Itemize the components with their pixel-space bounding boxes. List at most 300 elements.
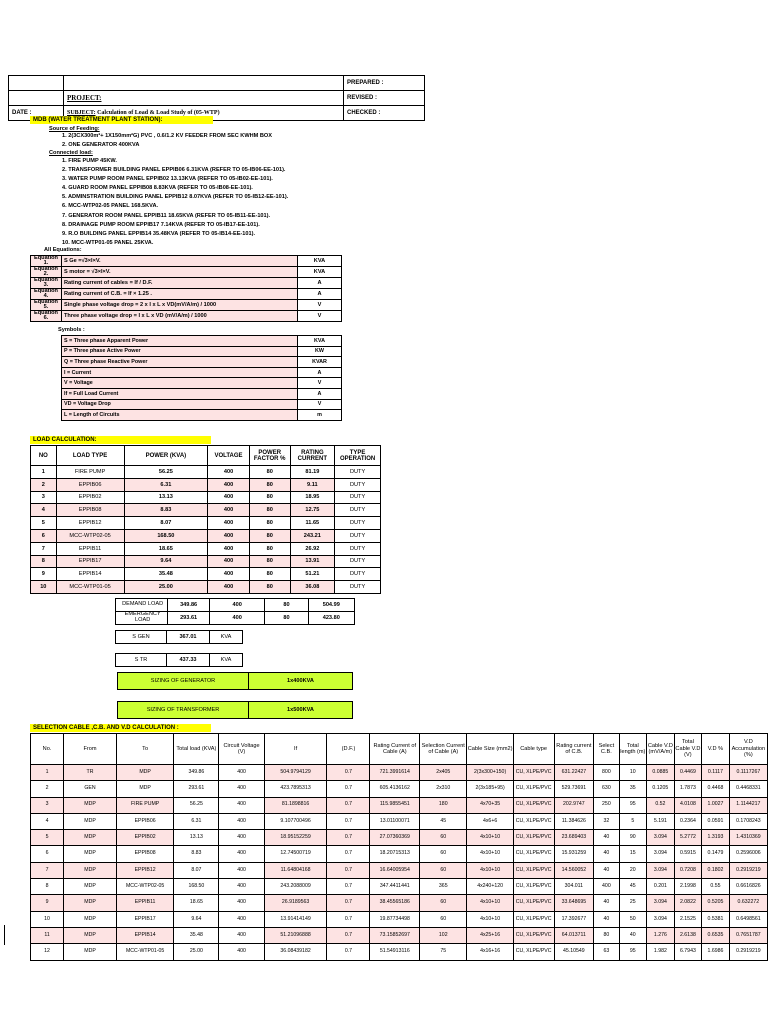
header-blank-3 bbox=[9, 91, 64, 106]
selection-cell: 0.7651787 bbox=[729, 927, 767, 943]
selection-cell: 27.07360369 bbox=[370, 830, 420, 846]
selection-row bbox=[31, 911, 768, 927]
selection-cell: MDP bbox=[64, 830, 117, 846]
load-cell: 81.19 bbox=[290, 466, 335, 479]
selection-cell: 51.54913116 bbox=[370, 944, 420, 960]
selection-cell: 3.094 bbox=[647, 862, 675, 878]
selection-header-cell: Total Cable V.D (V) bbox=[674, 734, 702, 765]
load-cell: 51.21 bbox=[290, 568, 335, 581]
selection-header-cell: Selection Current of Cable (A) bbox=[420, 734, 467, 765]
equation-label: Equation 3. bbox=[31, 278, 62, 289]
selection-cell: 4.0108 bbox=[674, 797, 702, 813]
selection-cell: 3.094 bbox=[647, 911, 675, 927]
selection-cell: 9.107700496 bbox=[264, 813, 327, 829]
selection-cell: 0.201 bbox=[647, 879, 675, 895]
load-cell: 243.21 bbox=[290, 529, 335, 542]
selection-table bbox=[30, 733, 768, 961]
selection-cell: 0.1708243 bbox=[729, 813, 767, 829]
selection-cell: 202.9747 bbox=[554, 797, 594, 813]
load-row bbox=[31, 555, 381, 568]
selection-cell: 400 bbox=[219, 846, 264, 862]
selection-cell: 0.7 bbox=[327, 895, 370, 911]
selection-cell: MDP bbox=[64, 862, 117, 878]
selection-cell: 243.2088009 bbox=[264, 879, 327, 895]
load-row bbox=[31, 581, 381, 594]
load-cell: 13.13 bbox=[124, 491, 208, 504]
load-header-cell: RATING CURRENT bbox=[290, 446, 335, 466]
selection-cell: 0.7 bbox=[327, 830, 370, 846]
sizing-generator-label: SIZING OF GENERATOR bbox=[118, 673, 249, 690]
revised-label: REVISED : bbox=[344, 91, 425, 106]
selection-cell: 2x405 bbox=[420, 765, 467, 781]
selection-cell: 50 bbox=[619, 911, 647, 927]
demand-cell: 80 bbox=[265, 599, 308, 612]
selection-cell: 180 bbox=[420, 797, 467, 813]
load-cell: 400 bbox=[208, 466, 250, 479]
selection-cell: 3.094 bbox=[647, 830, 675, 846]
equation-unit: KVA bbox=[298, 256, 342, 267]
load-cell: 12.75 bbox=[290, 504, 335, 517]
selection-cell: 2(3x300+150) bbox=[467, 765, 513, 781]
load-header-row bbox=[31, 446, 381, 466]
selection-cell: CU, XLPE/PVC bbox=[513, 797, 554, 813]
load-cell: 13.91 bbox=[290, 555, 335, 568]
selection-cell: 15.931259 bbox=[554, 846, 594, 862]
selection-cell: MDP bbox=[64, 797, 117, 813]
selection-cell: 38.45565186 bbox=[370, 895, 420, 911]
header-table bbox=[8, 75, 425, 121]
selection-cell: 5 bbox=[31, 830, 64, 846]
load-cell: DUTY bbox=[335, 581, 381, 594]
selection-cell: TR bbox=[64, 765, 117, 781]
selection-header-cell: V.D % bbox=[702, 734, 730, 765]
selection-cell: 0.0591 bbox=[702, 813, 730, 829]
selection-title: SELECTION CABLE ,C.B. AND V.D CALCULATION : bbox=[30, 724, 211, 732]
selection-cell: 40 bbox=[594, 895, 619, 911]
load-cell: 56.25 bbox=[124, 466, 208, 479]
selection-cell: 400 bbox=[219, 765, 264, 781]
load-cell: 80 bbox=[249, 491, 290, 504]
selection-cell: 0.6616826 bbox=[729, 879, 767, 895]
selection-cell: EPPIB17 bbox=[116, 911, 173, 927]
connected-item: 5. ADMINSTRATION BUILDING PANEL EPPIB12 8.07KVA (REFER TO 05-IB12-EE-101). bbox=[62, 194, 289, 201]
equation-unit: A bbox=[298, 278, 342, 289]
selection-cell: 293.61 bbox=[174, 781, 219, 797]
load-cell: 9 bbox=[31, 568, 57, 581]
symbol-unit: V bbox=[298, 378, 342, 389]
selection-header-cell: No. bbox=[31, 734, 64, 765]
selection-cell: 8.83 bbox=[174, 846, 219, 862]
equation-unit: V bbox=[298, 300, 342, 311]
selection-cell: 60 bbox=[420, 846, 467, 862]
selection-cell: MDP bbox=[64, 813, 117, 829]
equation-formula: Single phase voltage drop = 2 x I x L x VD(mV/A/m) / 1000 bbox=[62, 300, 298, 311]
selection-row bbox=[31, 846, 768, 862]
selection-cell: 529.73691 bbox=[554, 781, 594, 797]
selection-cell: 45 bbox=[619, 879, 647, 895]
load-cell: EPPIB14 bbox=[56, 568, 124, 581]
selection-cell: 23.689403 bbox=[554, 830, 594, 846]
equation-formula: S Ge =√3×I×V. bbox=[62, 256, 298, 267]
selection-row bbox=[31, 781, 768, 797]
selection-cell: 168.50 bbox=[174, 879, 219, 895]
checked-label: CHECKED : bbox=[344, 106, 425, 121]
load-row bbox=[31, 504, 381, 517]
load-cell: 8.07 bbox=[124, 517, 208, 530]
selection-cell: 95 bbox=[619, 944, 647, 960]
load-cell: DUTY bbox=[335, 504, 381, 517]
selection-cell: CU, XLPE/PVC bbox=[513, 862, 554, 878]
load-cell: 80 bbox=[249, 504, 290, 517]
selection-header-cell: From bbox=[64, 734, 117, 765]
selection-row bbox=[31, 895, 768, 911]
selection-cell: 2.6138 bbox=[674, 927, 702, 943]
load-cell: 10 bbox=[31, 581, 57, 594]
load-cell: FIRE PUMP bbox=[56, 466, 124, 479]
selection-cell: 63 bbox=[594, 944, 619, 960]
selection-cell: 423.7895313 bbox=[264, 781, 327, 797]
load-cell: 400 bbox=[208, 491, 250, 504]
load-cell: DUTY bbox=[335, 478, 381, 491]
selection-cell: 2x310 bbox=[420, 781, 467, 797]
selection-cell: CU, XLPE/PVC bbox=[513, 944, 554, 960]
selection-cell: MCC-WTP02-05 bbox=[116, 879, 173, 895]
selection-cell: 1 bbox=[31, 765, 64, 781]
symbol-unit: A bbox=[298, 388, 342, 399]
selection-cell: 8.07 bbox=[174, 862, 219, 878]
symbol-unit: KVAR bbox=[298, 357, 342, 368]
selection-cell: 631.22427 bbox=[554, 765, 594, 781]
selection-cell: 40 bbox=[594, 911, 619, 927]
selection-cell: 4x16+16 bbox=[467, 944, 513, 960]
load-cell: 8 bbox=[31, 555, 57, 568]
equation-formula: Rating current of C.B. = If × 1.25 . bbox=[62, 289, 298, 300]
selection-cell: 15 bbox=[619, 846, 647, 862]
selection-cell: CU, XLPE/PVC bbox=[513, 927, 554, 943]
demand-cell: 349.86 bbox=[168, 599, 210, 612]
selection-cell: 64.013711 bbox=[554, 927, 594, 943]
load-cell: 80 bbox=[249, 478, 290, 491]
load-cell: DUTY bbox=[335, 491, 381, 504]
selection-cell: 3.094 bbox=[647, 846, 675, 862]
selection-cell: MDP bbox=[116, 781, 173, 797]
selection-header-cell: Total load (KVA) bbox=[174, 734, 219, 765]
selection-cell: 18.65 bbox=[174, 895, 219, 911]
selection-cell: 102 bbox=[420, 927, 467, 943]
selection-cell: FIRE PUMP bbox=[116, 797, 173, 813]
selection-cell: 630 bbox=[594, 781, 619, 797]
selection-cell: 80 bbox=[594, 927, 619, 943]
symbol-text: V = Voltage bbox=[62, 378, 298, 389]
selection-cell: 2.1525 bbox=[674, 911, 702, 927]
selection-cell: 26.9189563 bbox=[264, 895, 327, 911]
selection-cell: 4x10+10 bbox=[467, 830, 513, 846]
selection-cell: 400 bbox=[219, 781, 264, 797]
selection-cell: 60 bbox=[420, 830, 467, 846]
subject-label: SUBJECT: bbox=[67, 110, 96, 116]
connected-item: 7. GENERATOR ROOM PANEL EPPIB11 18.65KVA (REFER TO 05-IB11-EE-101). bbox=[62, 212, 271, 219]
load-cell: 6 bbox=[31, 529, 57, 542]
load-cell: 400 bbox=[208, 581, 250, 594]
equation-formula: S motor = √3×I×V. bbox=[62, 267, 298, 278]
load-cell: DUTY bbox=[335, 529, 381, 542]
selection-cell: 81.1898816 bbox=[264, 797, 327, 813]
selection-cell: 0.7208 bbox=[674, 862, 702, 878]
selection-row bbox=[31, 862, 768, 878]
selection-cell: EPPIB06 bbox=[116, 813, 173, 829]
selection-cell: 0.4469 bbox=[674, 765, 702, 781]
selection-cell: 35 bbox=[619, 781, 647, 797]
equations-table bbox=[30, 255, 342, 322]
selection-cell: 4x10+10 bbox=[467, 911, 513, 927]
selection-header-cell: Rating Current of Cable (A) bbox=[370, 734, 420, 765]
selection-cell: EPPIB02 bbox=[116, 830, 173, 846]
selection-header-cell: Cable Size (mm2) bbox=[467, 734, 513, 765]
selection-cell: 0.1479 bbox=[702, 846, 730, 862]
selection-cell: 3 bbox=[31, 797, 64, 813]
sizing-generator-value: 1x400KVA bbox=[249, 673, 353, 690]
selection-header-cell: Cable V.D (mV/A/m) bbox=[647, 734, 675, 765]
selection-cell: 400 bbox=[219, 895, 264, 911]
selection-cell: 250 bbox=[594, 797, 619, 813]
selection-cell: 45.10549 bbox=[554, 944, 594, 960]
symbols-table bbox=[61, 335, 342, 421]
equation-row bbox=[31, 311, 342, 322]
load-cell: 400 bbox=[208, 529, 250, 542]
selection-cell: MCC-WTP01-05 bbox=[116, 944, 173, 960]
selection-cell: 14.560052 bbox=[554, 862, 594, 878]
selection-cell: 721.3991614 bbox=[370, 765, 420, 781]
sizing-transformer-label: SIZING OF TRANSFORMER bbox=[118, 702, 249, 719]
selection-cell: 73.15852697 bbox=[370, 927, 420, 943]
selection-header-cell: V.D Accumulation (%) bbox=[729, 734, 767, 765]
selection-cell: 0.0885 bbox=[647, 765, 675, 781]
selection-cell: EPPIB08 bbox=[116, 846, 173, 862]
selection-cell: 349.86 bbox=[174, 765, 219, 781]
selection-cell: 1.1144217 bbox=[729, 797, 767, 813]
selection-cell: CU, XLPE/PVC bbox=[513, 879, 554, 895]
selection-cell: 0.7 bbox=[327, 797, 370, 813]
equation-row bbox=[31, 278, 342, 289]
sizing-transformer-table bbox=[117, 701, 353, 719]
selection-header-cell: To bbox=[116, 734, 173, 765]
load-cell: 2 bbox=[31, 478, 57, 491]
selection-cell: 13.91414149 bbox=[264, 911, 327, 927]
symbol-row bbox=[62, 367, 342, 378]
selection-cell: 6 bbox=[31, 846, 64, 862]
symbol-unit: m bbox=[298, 410, 342, 421]
connected-item: 10. MCC-WTP01-05 PANEL 25KVA. bbox=[62, 239, 154, 246]
selection-cell: 400 bbox=[219, 830, 264, 846]
load-cell: 18.65 bbox=[124, 542, 208, 555]
equation-label: Equation 1. bbox=[31, 256, 62, 267]
equation-label: Equation 5. bbox=[31, 300, 62, 311]
load-cell: EPPIB11 bbox=[56, 542, 124, 555]
selection-cell: CU, XLPE/PVC bbox=[513, 846, 554, 862]
symbols-title: Symbols : bbox=[58, 327, 85, 333]
load-header-cell: TYPE OPERATION bbox=[335, 446, 381, 466]
selection-cell: 1.4310369 bbox=[729, 830, 767, 846]
load-cell: 4 bbox=[31, 504, 57, 517]
selection-cell: 0.7 bbox=[327, 846, 370, 862]
symbol-row bbox=[62, 399, 342, 410]
selection-cell: 4x10+10 bbox=[467, 862, 513, 878]
load-cell: 400 bbox=[208, 555, 250, 568]
selection-cell: 7 bbox=[31, 862, 64, 878]
source-list bbox=[62, 132, 272, 150]
s-tr-unit: KVA bbox=[210, 654, 243, 667]
selection-cell: 4x70+35 bbox=[467, 797, 513, 813]
selection-cell: 605.4136162 bbox=[370, 781, 420, 797]
selection-cell: CU, XLPE/PVC bbox=[513, 765, 554, 781]
load-cell: MCC-WTP02-05 bbox=[56, 529, 124, 542]
selection-cell: CU, XLPE/PVC bbox=[513, 830, 554, 846]
selection-cell: 0.5915 bbox=[674, 846, 702, 862]
load-cell: EPPIB12 bbox=[56, 517, 124, 530]
load-cell: 80 bbox=[249, 555, 290, 568]
symbol-text: I = Current bbox=[62, 367, 298, 378]
selection-cell: 0.2364 bbox=[674, 813, 702, 829]
selection-cell: 12 bbox=[31, 944, 64, 960]
selection-cell: CU, XLPE/PVC bbox=[513, 813, 554, 829]
connected-item: 8. DRAINAGE PUMP ROOM EPPIB17 7.14KVA (REFER TO 05-IB17-EE-101). bbox=[62, 221, 260, 228]
symbol-row bbox=[62, 357, 342, 368]
selection-cell: 11.64804168 bbox=[264, 862, 327, 878]
connected-item: 9. R.O BUILDING PANEL EPPIB14 35.48KVA (REFER TO 05-IB14-EE-101). bbox=[62, 230, 256, 237]
selection-cell: 40 bbox=[594, 846, 619, 862]
selection-cell: 17.392677 bbox=[554, 911, 594, 927]
load-cell: 9.11 bbox=[290, 478, 335, 491]
demand-row bbox=[116, 612, 355, 625]
symbol-row bbox=[62, 388, 342, 399]
load-cell: EPPIB06 bbox=[56, 478, 124, 491]
symbol-text: S = Three phase Apparent Power bbox=[62, 336, 298, 347]
equation-row bbox=[31, 300, 342, 311]
selection-header-cell: Rating current of C.B. bbox=[554, 734, 594, 765]
selection-cell: EPPIB11 bbox=[116, 895, 173, 911]
selection-cell: 1.6986 bbox=[702, 944, 730, 960]
selection-cell: 5 bbox=[619, 813, 647, 829]
selection-cell: CU, XLPE/PVC bbox=[513, 895, 554, 911]
load-row bbox=[31, 517, 381, 530]
selection-cell: 0.1117 bbox=[702, 765, 730, 781]
selection-cell: 2 bbox=[31, 781, 64, 797]
selection-cell: 0.4468331 bbox=[729, 781, 767, 797]
symbol-row bbox=[62, 378, 342, 389]
symbol-unit: KW bbox=[298, 346, 342, 357]
s-gen-table bbox=[115, 630, 243, 644]
header-blank-2 bbox=[64, 76, 344, 91]
selection-cell: 0.2919219 bbox=[729, 862, 767, 878]
demand-cell: 423.80 bbox=[308, 612, 354, 625]
equation-formula: Three phase voltage drop = I x L x VD (mV/A/m) / 1000 bbox=[62, 311, 298, 322]
selection-cell: 0.7 bbox=[327, 813, 370, 829]
load-cell: DUTY bbox=[335, 555, 381, 568]
selection-cell: 2(3x185+95) bbox=[467, 781, 513, 797]
selection-cell: 0.6535 bbox=[702, 927, 730, 943]
selection-cell: 400 bbox=[219, 813, 264, 829]
connected-list bbox=[62, 157, 288, 248]
load-cell: DUTY bbox=[335, 517, 381, 530]
selection-cell: 400 bbox=[219, 797, 264, 813]
load-cell: 1 bbox=[31, 466, 57, 479]
load-cell: 400 bbox=[208, 568, 250, 581]
mdb-title: MDB (WATER TREATMENT PLANT STATION): bbox=[30, 116, 213, 124]
selection-cell: 40 bbox=[594, 862, 619, 878]
selection-cell: 32 bbox=[594, 813, 619, 829]
selection-cell: 0.1802 bbox=[702, 862, 730, 878]
load-cell: 36.08 bbox=[290, 581, 335, 594]
selection-cell: 35.48 bbox=[174, 927, 219, 943]
margin-rule bbox=[4, 925, 5, 945]
load-row bbox=[31, 478, 381, 491]
load-cell: MCC-WTP01-05 bbox=[56, 581, 124, 594]
selection-cell: 56.25 bbox=[174, 797, 219, 813]
selection-row bbox=[31, 830, 768, 846]
selection-cell: 40 bbox=[619, 927, 647, 943]
prepared-label: PREPARED : bbox=[344, 76, 425, 91]
demand-row bbox=[116, 599, 355, 612]
equation-formula: Rating current of cables = If / D.F. bbox=[62, 278, 298, 289]
sizing-generator-table bbox=[117, 672, 353, 690]
selection-cell: 0.7 bbox=[327, 944, 370, 960]
selection-cell: 4x10+10 bbox=[467, 846, 513, 862]
load-cell: 400 bbox=[208, 517, 250, 530]
connected-item: 3. WATER PUMP ROOM PANEL EPPIB02 13.13KVA (REFER TO 05-IB02-EE-101). bbox=[62, 176, 273, 183]
load-cell: 6.31 bbox=[124, 478, 208, 491]
equation-label: Equation 4. bbox=[31, 289, 62, 300]
selection-cell: MDP bbox=[64, 927, 117, 943]
selection-cell: 1.276 bbox=[647, 927, 675, 943]
load-cell: 25.00 bbox=[124, 581, 208, 594]
selection-cell: MDP bbox=[116, 765, 173, 781]
selection-cell: 51.21096888 bbox=[264, 927, 327, 943]
equation-unit: V bbox=[298, 311, 342, 322]
load-cell: 9.64 bbox=[124, 555, 208, 568]
load-cell: 400 bbox=[208, 504, 250, 517]
selection-cell: 1.3193 bbox=[702, 830, 730, 846]
connected-item: 4. GUARD ROOM PANEL EPPIB08 8.83KVA (REFER TO 05-IB08-EE-101). bbox=[62, 185, 253, 192]
symbol-text: Q = Three phase Reactive Power bbox=[62, 357, 298, 368]
selection-cell: 400 bbox=[219, 879, 264, 895]
selection-cell: 6.31 bbox=[174, 813, 219, 829]
equation-label: Equation 6. bbox=[31, 311, 62, 322]
selection-cell: 0.7 bbox=[327, 927, 370, 943]
selection-cell: MDP bbox=[64, 895, 117, 911]
selection-cell: 18.95152259 bbox=[264, 830, 327, 846]
load-cell: DUTY bbox=[335, 542, 381, 555]
selection-cell: 2.0822 bbox=[674, 895, 702, 911]
selection-cell: 4x240+120 bbox=[467, 879, 513, 895]
load-calc-title: LOAD CALCULATION: bbox=[30, 436, 211, 444]
demand-cell: DEMAND LOAD bbox=[116, 599, 168, 612]
equation-row bbox=[31, 256, 342, 267]
load-cell: EPPIB17 bbox=[56, 555, 124, 568]
load-row bbox=[31, 466, 381, 479]
symbol-text: If = Full Load Current bbox=[62, 388, 298, 399]
selection-cell: 0.2596006 bbox=[729, 846, 767, 862]
load-cell: 400 bbox=[208, 542, 250, 555]
selection-cell: 0.5381 bbox=[702, 911, 730, 927]
load-cell: 5 bbox=[31, 517, 57, 530]
project-label: PROJECT: bbox=[64, 91, 344, 106]
load-row bbox=[31, 491, 381, 504]
selection-cell: MDP bbox=[64, 846, 117, 862]
equation-row bbox=[31, 267, 342, 278]
load-cell: 8.83 bbox=[124, 504, 208, 517]
selection-cell: 115.9855451 bbox=[370, 797, 420, 813]
load-cell: EPPIB08 bbox=[56, 504, 124, 517]
